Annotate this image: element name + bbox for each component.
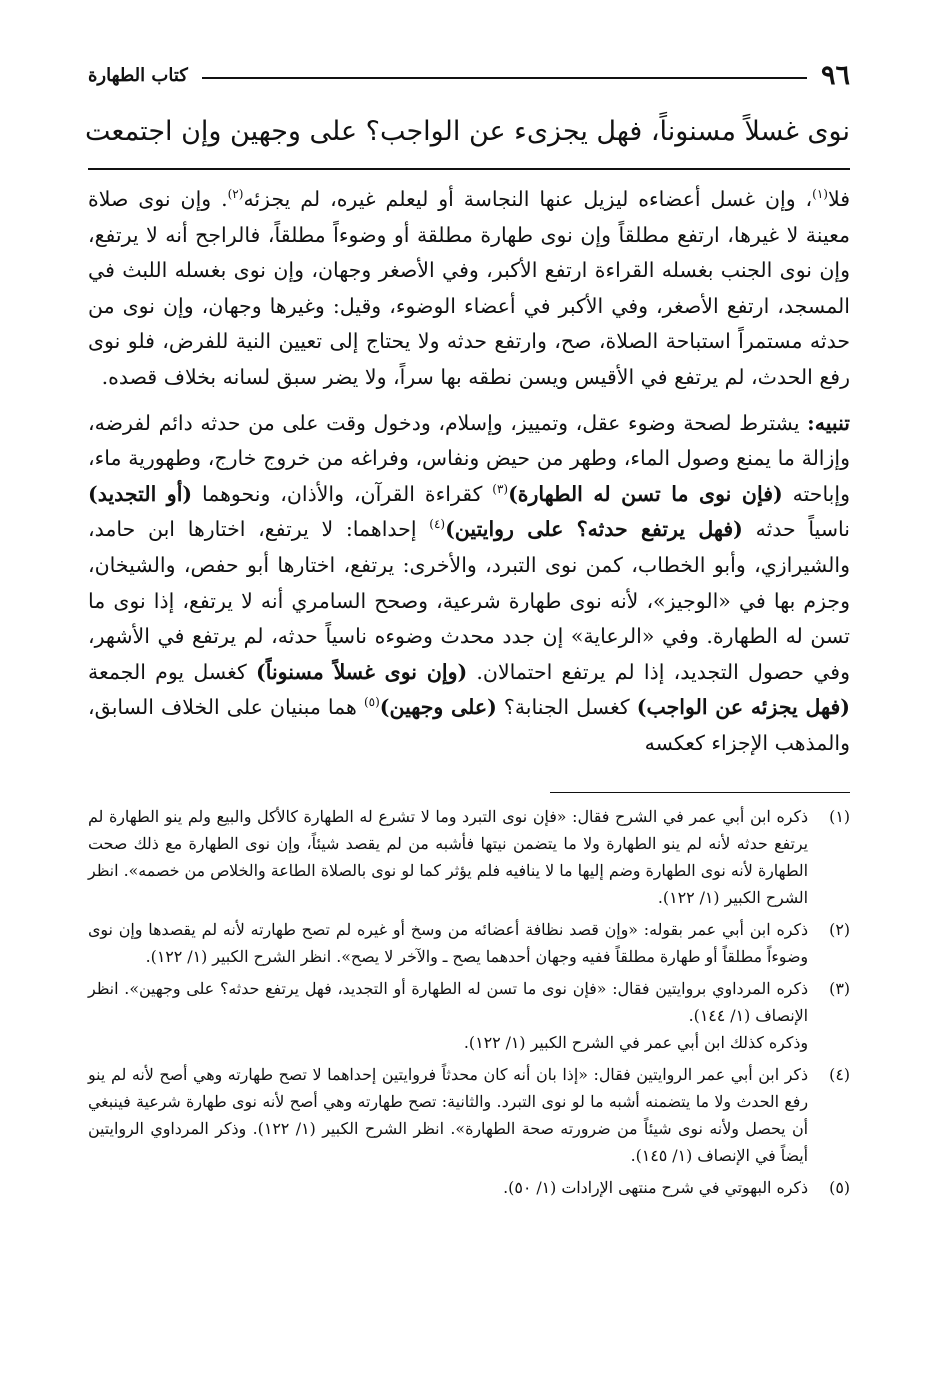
quoted-matn: (فهل يرتفع حدثه؟ على روايتين) [445, 517, 743, 542]
footnote-text: ذكره المرداوي بروايتين فقال: «فإن نوى ما تسن له الطهارة أو التجديد، فهل يرتفع حدثه؟ على وجهين». انظر الإنصاف (١/ ١٤٤). [88, 978, 808, 1025]
footnote-continuation: وذكره كذلك ابن أبي عمر في الشرح الكبير (١/ ١٢٢). [463, 1032, 808, 1052]
footnote-text: ذكره البهوتي في شرح منتهى الإرادات (١/ ٥٠). [503, 1177, 808, 1197]
footnote-ref: (٢) [227, 187, 244, 202]
running-header [88, 58, 850, 92]
matn-rule [88, 168, 850, 170]
quoted-matn: (على وجهين) [379, 695, 497, 720]
quoted-matn: (فهل يجزئه عن الواجب) [636, 695, 850, 720]
quoted-matn: (فإن نوى ما تسن له الطهارة) [508, 481, 783, 506]
footnote [88, 1061, 850, 1169]
commentary-paragraph [88, 406, 850, 762]
footnote-ref: (٤) [429, 517, 446, 532]
footnote-text: ذكره ابن أبي عمر بقوله: «وإن قصد نظافة أعضائه من وسخ أو غيره لم تصح طهارته لأنه لم يقصدها وإن نوى وضوءاً مطلقاً أو طهارة مطلقاً ففيه وجهان أحدهما يصح ـ والآخر لا يصح». انظر الشرح الكبير (١/ ١٢٢). [88, 919, 808, 966]
book-title: كتاب الطهارة [88, 64, 188, 86]
footnote [88, 803, 850, 911]
footnote-ref: (٥) [363, 695, 380, 710]
footnote [88, 1174, 850, 1201]
footnote-number: (١) [829, 806, 850, 826]
footnote [88, 916, 850, 970]
matn-text: نوى غسلاً مسنوناً، فهل يجزىء عن الواجب؟ على وجهين وإن اجتمعت [85, 116, 850, 147]
text-run: كغسل يوم الجمعة [88, 659, 257, 684]
footnote-rule [550, 792, 850, 793]
text-run: ناسياً حدثه [742, 517, 850, 542]
footnote [88, 975, 850, 1056]
text-run: كقراءة القرآن، والأذان، ونحوهما [192, 481, 493, 506]
footnote-text: ذكره ابن أبي عمر في الشرح فقال: «فإن نوى التبرد وما لا تشرع له الطهارة كالأكل والبيع ولم ينو الطهارة لم يرتفع حدثه لأنه لم ينو الطهارة ولا ما يتضمن نيتها فأشبه من لم يقصد شيئاً، وإن نوى الطهارة مع ذلك صحت الطهارة لأنه نوى الطهارة وضم إليها ما لا ينافيه فلم يؤثر كما لو نوى بالصلاة الطاعة والخلاص من خصمه». انظر الشرح الكبير (١/ ١٢٢). [88, 806, 808, 907]
text-run: فلا [827, 187, 851, 211]
footnote-ref: (٣) [492, 481, 509, 496]
footnote-text: ذكر ابن أبي عمر الروايتين فقال: «إذا بان أنه كان محدثاً فروايتين إحداهما لا تصح طهارته وهي أصح لأنه لم ينو رفع الحدث ولا ما يتضمنه أشبه ما لو نوى التبرد. والثانية: تصح طهارته وهي أصح لأنه نوى طهارة شرعية فينبغي أن يحصل ولأنه نوى شيئاً من ضرورته صحة الطهارة». انظر الشرح الكبير (١/ ١٢٢). وذكر المرداوي الروايتين أيضاً في الإنصاف (١/ ١٤٥). [88, 1064, 808, 1165]
footnote-body [88, 975, 808, 1056]
footnote-number: (٥) [829, 1177, 850, 1197]
footnote-ref: (١) [812, 187, 828, 202]
footnote-number: (٤) [829, 1064, 850, 1084]
footnote-number: (٢) [829, 919, 850, 939]
text-run: كغسل الجنابة؟ [496, 695, 637, 720]
quoted-matn: (أو التجديد) [88, 481, 193, 506]
footnotes [88, 803, 850, 1201]
page-number: ٩٦ [820, 59, 850, 91]
text-run: يشترط لصحة وضوء عقل، وتمييز، وإسلام، ودخول وقت على من حدثه دائم لفرضه، وإزالة ما يمنع وصول الماء، وطهر من حيض ونفاس، وفراغه من خروج خارج، وطهورية ماء، وإباحته [88, 410, 850, 506]
text-run: إحداهما: لا يرتفع، اختارها ابن حامد، والشيرازي، وأبو الخطاب، كمن نوى التبرد، والأخرى: يرتفع، اختارها أبو حفص، والشيخان، وجزم بها في «الوجيز»، لأنه نوى طهارة شرعية، وصحح السامري أنه لا يرتفع، إذا نوى ما تسن له الطهارة. وفي «الرعاية» إن جدد محدث وضوءه ناسياً حدثه، لم يرتفع في الأشهر، وفي حصول التجديد، إذا لم يرتفع احتمالان. [88, 517, 850, 684]
commentary-paragraph [88, 182, 850, 396]
header-rule [202, 77, 807, 79]
commentary-body [88, 182, 850, 762]
note-label: تنبيه: [807, 410, 850, 435]
quoted-matn: (وإن نوى غسلاً مسنوناً) [256, 659, 468, 684]
footnote-number: (٣) [829, 978, 850, 998]
text-run: . وإن نوى صلاة معينة لا غيرها، ارتفع مطلقاً وإن نوى طهارة مطلقة أو وضوءاً مطلقاً، فالراجح أنه لا يرتفع، وإن نوى الجنب بغسله القراءة ارتفع الأكبر، وفي الأصغر وجهان، وإن نوى بغسله اللبث في المسجد، ارتفع الأصغر، وفي الأكبر في أعضاء الوضوء، وقيل: وغيرها وجهان، وإن نوى من حدثه مستمراً استباحة الصلاة، صح، وارتفع حدثه ولا يحتاج إلى تعيين النية للفرض، فلو نوى رفع الحدث، لم يرتفع في الأقيس ويسن نطقه بها سراً، ولا يضر سبق لسانه بخلاف قصده. [88, 187, 850, 389]
text-run: ، وإن غسل أعضاءه ليزيل عنها النجاسة أو ليعلم غيره، لم يجزئه [243, 187, 813, 211]
text-run: هما مبنيان على الخلاف السابق، والمذهب الإجزاء كعكسه [88, 695, 850, 755]
